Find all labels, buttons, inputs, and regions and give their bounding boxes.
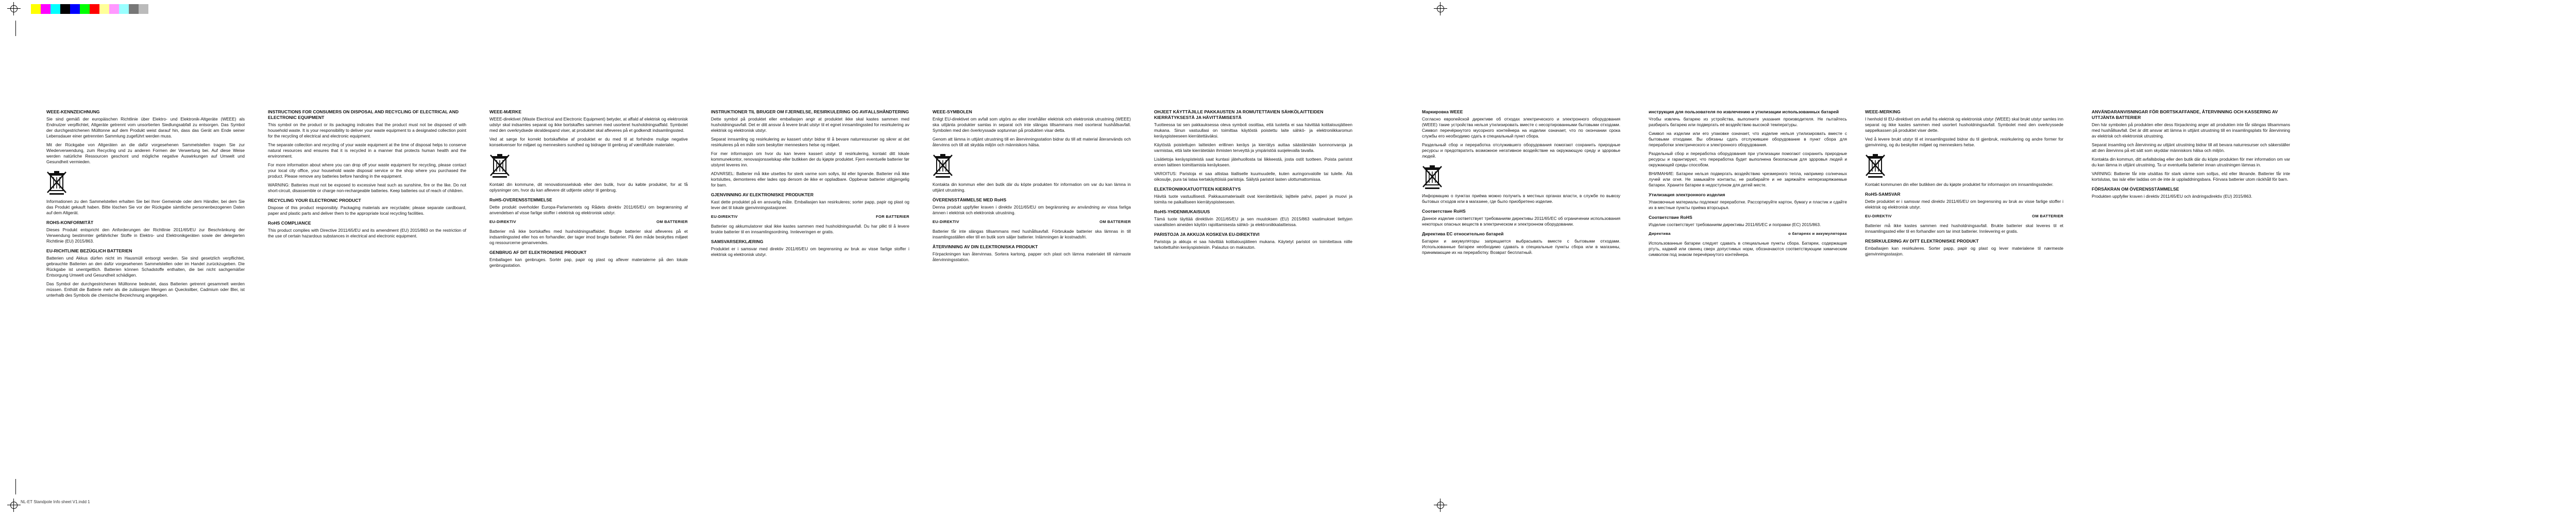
text-column-de: [268, 109, 466, 485]
directive-heading-left: EU-DIREKTIV: [711, 214, 738, 219]
section-heading: RECYCLING YOUR ELECTRONIC PRODUCT: [268, 198, 361, 203]
section-heading: ÖVERENSSTÄMMELSE MED RoHS: [933, 197, 1007, 202]
paragraph: ADVARSEL: Batterier må ikke utsettes for sterk varme som sollys, ild eller lignende. Batterier må ikke kortsluttes, demonteres eller lades opp dersom de ikke er oppladbare. Oppbevar batterier utilgjengelig for barn.: [711, 171, 909, 187]
paragraph: Genom att lämna in uttjänt utrustning till en återvinningsstation bidrar du till att material återanvänds och återvinns och till att skydda miljön och människors hälsa.: [933, 136, 1131, 147]
section-heading: RoHS-YHDENMUKAISUUS: [1154, 209, 1210, 214]
paragraph: ВНИМАНИЕ: Батареи нельзя подвергать воздействию чрезмерного тепла, например солнечных лучей или огня. Не замыкайте контакты, не разбирайте и не заряжайте неперезаряжаемые батареи. Храните батареи в недоступном для детей месте.: [1649, 171, 1847, 187]
paragraph: Lisätietoja keräyspisteistä saat kuntasi jätehuollosta tai liikkeestä, josta ostit tuotteen. Poista paristot ennen laitteen toimittamista keräykseen.: [1154, 157, 1352, 167]
paragraph: Ved å levere brukt utstyr til et innsamlingssted bidrar du til gjenbruk, resirkulering og andre former for gjenvinning, og du beskytter miljøet og menneskers helse.: [1865, 136, 2063, 147]
section-heading: WEEE-MERKING: [1865, 109, 1901, 114]
paragraph: VARNING: Batterier får inte utsättas för stark värme som solljus, eld eller liknande. Batterier får inte kortslutas, tas isär eller laddas om de inte är uppladdningsbara. Förvara batterier utom räckhåll för barn.: [2092, 171, 2290, 182]
section-heading: RoHS-OVERENSSTEMMELSE: [489, 197, 552, 202]
section-heading: Маркировка WEEE: [1422, 109, 1463, 114]
paragraph: Kontakt din kommune, dit renovationsselskab eller den butik, hvor du købte produktet, for at få oplysninger om, hvor du kan aflevere dit udtjente udstyr til genbrug.: [489, 182, 688, 193]
directive-heading-right: OM BATTERIER: [1099, 219, 1131, 224]
section-heading: инструкция для пользователя по извлечению и утилизации использованных батарей: [1649, 109, 1839, 114]
section-heading: INSTRUKTIONER TIL BRUGER OM FJERNELSE, RESIRKULERING OG AVFALLSHÅNDTERING: [711, 109, 909, 114]
paragraph: Использованные батареи следует сдавать в специальные пункты сбора. Батареи, содержащие ртуть, кадмий или свинец сверх допустимых норм, обозначаются соответствующим химическим символом под знаком перечёркнутого контейнера.: [1649, 241, 1847, 257]
section-heading: ROHS-KONFORMITÄT: [46, 220, 94, 225]
section-heading: ELEKTRONIIKKATUOTTEEN KIERRÄTYS: [1154, 186, 1241, 192]
paragraph: Enligt EU-direktivet om avfall som utgörs av eller innehåller elektrisk och elektronisk utrustning (WEEE) ska uttjänta produkter samlas in separat och inte slängas tillsammans med osorterat hushållsavfall. Symbolen med den överkryssade soptunnan på produkten visar detta.: [933, 116, 1131, 133]
crossed-out-bin-icon: [489, 152, 510, 178]
section-heading: Утилизация электронного изделия: [1649, 192, 1725, 197]
paragraph: Упаковочные материалы подлежат переработке. Рассортируйте картон, бумагу и пластик и сдайте их в местные пункты приёма вторсырья.: [1649, 199, 1847, 210]
section-heading: RoHS-SAMSVAR: [1865, 192, 1901, 197]
paragraph: Käytöstä poistettujen laitteiden erillinen keräys ja kierrätys auttaa säästämään luonnonvaroja ja varmistaa, että laite kierrätetään ihmisten terveyttä ja ympäristöä suojelevalla tavalla.: [1154, 142, 1352, 153]
paragraph: Символ на изделии или его упаковке означает, что изделие нельзя утилизировать вместе с бытовыми отходами. Вы обязаны сдать отслужившее оборудование в пункт сбора для переработки электрического и электронного оборудования.: [1649, 131, 1847, 147]
paragraph: Batterier og akkumulatorer skal ikke kastes sammen med husholdningsavfall. Du har plikt til å levere brukte batterier til en innsamlingsordning. Innleveringen er gratis.: [711, 224, 909, 234]
paragraph: Hävitä tuote vastuullisesti. Pakkausmateriaalit ovat kierrätettäviä; lajittele pahvi, paperi ja muovi ja toimita ne paikalliseen kierrätyspisteeseen.: [1154, 194, 1352, 204]
paragraph: Emballagen kan genbruges. Sortér pap, papir og plast og aflever materialerne på den lokale genbrugsstation.: [489, 257, 688, 268]
section-heading: PARISTOJA JA AKKUJA KOSKEVA EU-DIREKTIIVI: [1154, 232, 1260, 237]
directive-heading-left: EU-DIREKTIV: [489, 219, 516, 224]
section-heading: Директива ЕС относительно батарей: [1422, 231, 1504, 236]
registration-mark-bottom-left: [7, 499, 21, 512]
section-heading: Соответствие RoHS: [1649, 215, 1692, 220]
paragraph: I henhold til EU-direktivet om avfall fra elektrisk og elektronisk utstyr (WEEE) skal brukt utstyr samles inn separat og ikke kastes sammen med usortert husholdningsavfall. Symbolet med den overkryssede søppelkassen på produktet viser dette.: [1865, 116, 2063, 133]
paragraph: Изделие соответствует требованиям директивы 2011/65/ЕС и поправки (ЕС) 2015/863.: [1649, 222, 1821, 227]
paragraph: Kontakta din kommun eller den butik där du köpte produkten för information om var du kan lämna in uttjänt utrustning.: [933, 182, 1131, 193]
paragraph: Dette produkt overholder Europa-Parlamentets og Rådets direktiv 2011/65/EU om begrænsning af anvendelsen af visse farlige stoffer i elektrisk og elektronisk udstyr.: [489, 204, 688, 215]
paragraph: Das Symbol der durchgestrichenen Mülltonne bedeutet, dass Batterien getrennt gesammelt werden müssen. Enthält die Batterie mehr als die zulässigen Mengen an Quecksilber, Cadmium oder Blei, ist unterhalb des Symbols die chemische Bezeichnung angegeben.: [46, 281, 245, 298]
directive-heading-right: OM BATTERIER: [2032, 214, 2063, 218]
paragraph: Batterier får inte slängas tillsammans med hushållsavfall. Förbrukade batterier ska lämnas in till insamlingsställen eller till en butik som säljer batterier. Inlämningen är kostnadsfri.: [933, 229, 1131, 239]
paragraph: Produktet er i samsvar med direktiv 2011/65/EU om begrensning av bruk av visse farlige stoffer i elektrisk og elektronisk utstyr.: [711, 246, 909, 257]
section-heading: OHJEET KÄYTTÄJILLE PAKKAUSTEN JA ROMUTETTAVIEN SÄHKÖLAITTEIDEN KIERRÄTYKSESTÄ JA HÄVITTÄMISESTÄ: [1154, 109, 1324, 120]
paragraph: Dette produktet er i samsvar med direktiv 2011/65/EU om begrensning av bruk av visse farlige stoffer i elektrisk og elektronisk utstyr.: [1865, 199, 2063, 210]
section-heading: WEEE-MÆRKE: [489, 109, 522, 114]
section-heading: RoHS COMPLIANCE: [268, 220, 311, 226]
paragraph: Данное изделие соответствует требованиям директивы 2011/65/ЕС об ограничении использования некоторых опасных веществ в электрическом и электронном оборудовании.: [1422, 216, 1620, 227]
section-heading: GJENVINNING AV ELEKTRONISKE PRODUKTER: [711, 192, 814, 197]
paragraph: Dieses Produkt entspricht den Anforderungen der Richtlinie 2011/65/EU zur Beschränkung der Verwendung bestimmter gefährlicher Stoffe in Elektro- und Elektronikgeräten sowie der delegierten Richtlinie (EU) 2015/863.: [46, 227, 245, 244]
registration-mark-top-center: [1434, 2, 1447, 15]
paragraph: Informationen zu den Sammelstellen erhalten Sie bei Ihrer Gemeinde oder dem Händler, bei dem Sie das Produkt gekauft haben. Bitte löschen Sie vor der Rückgabe sämtliche personenbezogenen Daten auf dem Altgerät.: [46, 199, 245, 215]
paragraph: Tämä tuote täyttää direktiivin 2011/65/EU ja sen muutoksen (EU) 2015/863 vaatimukset tiettyjen vaarallisten aineiden käytön rajoittamisesta sähkö- ja elektroniikkalaitteissa.: [1154, 216, 1352, 227]
directive-heading-left: EU-DIREKTIV: [933, 219, 959, 224]
paragraph: This symbol on the product or its packaging indicates that the product must not be disposed of with household waste. It is your responsibility to deliver your waste equipment to a designated collection point for the recycling of electrical and electronic equipment.: [268, 122, 466, 139]
paragraph: WEEE-direktivet (Waste Electrical and Electronic Equipment) betyder, at affald af elektrisk og elektronisk udstyr skal indsamles separat og ikke bortskaffes sammen med usorteret husholdningsaffald. Symbolet med den overkrydsede skraldespand viser, at produktet skal afleveres på et godkendt indsamlingssted.: [489, 116, 688, 133]
text-column-en: [46, 109, 245, 485]
text-column-ru2: [1649, 109, 1847, 485]
paragraph: Чтобы извлечь батарею из устройства, выполните указания производителя. Не пытайтесь разбирать батарею или подвергать её воздействию высокой температуры.: [1649, 116, 1847, 127]
directive-heading: [1649, 231, 1847, 236]
section-heading: GENBRUG AF DIT ELEKTRONISKE PRODUKT: [489, 250, 587, 255]
crop-mark: [15, 21, 16, 36]
registration-mark-bottom-center: [1434, 499, 1447, 512]
paragraph: Информацию о пунктах приёма можно получить в местных органах власти, в службе по вывозу бытовых отходов или в магазине, где было приобретено изделие.: [1422, 193, 1620, 204]
section-heading: WEEE-KENNZEICHNUNG: [46, 109, 100, 114]
paragraph: Mit der Rückgabe von Altgeräten an die dafür vorgesehenen Sammelstellen tragen Sie zur Wiederverwendung, zum Recycling und zu anderen Formen der Verwertung bei. Auf diese Weise werden natürliche Ressourcen geschont und mögliche negative Auswirkungen auf Umwelt und Gesundheit vermieden.: [46, 142, 245, 164]
paragraph: For more information about where you can drop off your waste equipment for recycling, please contact your local city office, your household waste disposal service or the shop where you purchased the product. Please remove any batteries before handing in the equipment.: [268, 162, 466, 179]
paragraph: Denna produkt uppfyller kraven i direktiv 2011/65/EU om begränsning av användning av vissa farliga ämnen i elektrisk och elektronisk utrustning.: [933, 204, 1131, 215]
crop-mark: [15, 479, 16, 494]
paragraph: Раздельный сбор и переработка оборудования при утилизации помогают сохранить природные ресурсы и гарантируют, что переработка будет выполнена безопасным для здоровья людей и окружающей среды способом.: [1649, 151, 1847, 167]
directive-heading-left: EU-DIREKTIV: [1865, 214, 1892, 218]
directive-heading-left: Директива: [1649, 231, 1671, 236]
paragraph: Batterier må ikke bortskaffes med husholdningsaffaldet. Brugte batterier skal afleveres på et indsamlingssted eller hos en forhandler, der tager imod brugte batterier. På den måde beskyttes miljøet og ressourcerne genanvendes.: [489, 229, 688, 245]
text-column-sv2: [1154, 109, 1352, 485]
section-heading: RESIRKULERING AV DITT ELEKTRONISKE PRODUKT: [1865, 238, 1979, 244]
paragraph: Ved at sørge for korrekt bortskaffelse af produktet er du med til at forhindre mulige negative konsekvenser for miljøet og menneskers sundhed og bidrager til genbrug af værdifulde materialer.: [489, 136, 688, 147]
text-column-da: [489, 109, 688, 485]
paragraph: The separate collection and recycling of your waste equipment at the time of disposal helps to conserve natural resources and ensures that it is recycled in a manner that protects human health and the environment.: [268, 142, 466, 159]
paragraph: Sie sind gemäß der europäischen Richtlinie über Elektro- und Elektronik-Altgeräte (WEEE) als Endnutzer verpflichtet, Altgeräte getrennt vom unsortierten Siedlungsabfall zu entsorgen. Das Symbol der durchgestrichenen Mülltonne auf dem Produkt weist darauf hin, dass das Gerät am Ende seiner Lebensdauer einer getrennten Sammlung zugeführt werden muss.: [46, 116, 245, 139]
paragraph: Batterier må ikke kastes sammen med husholdningsavfall. Brukte batterier skal leveres til et innsamlingssted eller til en forhandler som tar imot batterier. Innlevering er gratis.: [1865, 223, 2063, 234]
directive-heading-right: FOR BATTERIER: [876, 214, 909, 219]
paragraph: Раздельный сбор и переработка отслужившего оборудования помогают сохранить природные ресурсы и предотвратить возможное негативное воздействие на окружающую среду и здоровье людей.: [1422, 142, 1620, 159]
text-column-da2: [711, 109, 909, 485]
print-slug-left: NL-ET Standpole Info sheet V1.indd 1: [21, 500, 90, 504]
text-column-ru: [1422, 109, 1620, 485]
section-heading: Соответствие RoHS: [1422, 209, 1466, 214]
paragraph: Paristoja ja akkuja ei saa hävittää kotitalousjätteen mukana. Käytetyt paristot on toimitettava niille tarkoitettuihin keräyspisteisiin. Palautus on maksuton.: [1154, 239, 1352, 250]
paragraph: Dette symbol på produktet eller emballasjen angir at produktet ikke skal kastes sammen med husholdningsavfall. Det er ditt ansvar å levere brukt utstyr til et egnet innsamlingssted for resirkulering av elektrisk og elektronisk utstyr.: [711, 116, 909, 133]
directive-heading: [933, 219, 1131, 225]
paragraph: Dispose of this product responsibly. Packaging materials are recyclable; please separate cardboard, paper and plastic parts and deliver them to the appropriate local recycling facilities.: [268, 205, 466, 216]
paragraph: Kontakt kommunen din eller butikken der du kjøpte produktet for informasjon om innsamlingssteder.: [1865, 182, 2054, 187]
paragraph: Produkten uppfyller kraven i direktiv 2011/65/EU och ändringsdirektiv (EU) 2015/863.: [2092, 194, 2252, 199]
section-heading: EU-RICHTLINIE BEZÜGLICH BATTERIEN: [46, 248, 132, 253]
paragraph: Tuotteessa tai sen pakkauksessa oleva symboli osoittaa, että tuotetta ei saa hävittää kotitalousjätteen mukana. Sinun vastuullasi on toimittaa käytöstä poistettu laite sähkö- ja elektroniikkaromun keräyspisteeseen kierrätettäväksi.: [1154, 122, 1352, 139]
directive-heading-right: OM BATTERIER: [656, 219, 688, 224]
section-heading: FÖRSÄKRAN OM ÖVERENSSTÄMMELSE: [2092, 186, 2179, 192]
paragraph: VAROITUS: Paristoja ei saa altistaa liialliselle kuumuudelle, kuten auringonvalolle tai tulelle. Älä oikosulje, pura tai lataa kertakäyttöisiä paristoja. Säilytä paristot lasten ulottumattomissa.: [1154, 171, 1352, 182]
section-heading: INSTRUCTIONS FOR CONSUMERS ON DISPOSAL AND RECYCLING OF ELECTRICAL AND ELECTRONIC EQUIPMENT: [268, 109, 459, 120]
paragraph: Согласно европейской директиве об отходах электрического и электронного оборудования (WEEE) такие устройства нельзя утилизировать вместе с несортированными бытовыми отходами. Символ перечёркнутого мусорного контейнера на изделии означает, что по окончании срока службы его необходимо сдать в специальный пункт сбора.: [1422, 116, 1620, 139]
directive-heading: [1865, 213, 2063, 219]
paragraph: Kontakta din kommun, ditt avfallsbolag eller den butik där du köpte produkten för mer information om var du kan lämna in uttjänt utrustning. Ta ur eventuella batterier innan utrustningen lämnas in.: [2092, 157, 2290, 167]
directive-heading: [489, 219, 688, 225]
paragraph: Batterien und Akkus dürfen nicht im Hausmüll entsorgt werden. Sie sind gesetzlich verpflichtet, gebrauchte Batterien an den dafür vorgesehenen Sammelstellen oder im Handel zurückzugeben. Die Rückgabe ist unentgeltlich. Batterien können Schadstoffe enthalten, die bei nicht sachgemäßer Entsorgung Umwelt und Gesundheit schädigen.: [46, 255, 245, 278]
paragraph: Батареи и аккумуляторы запрещается выбрасывать вместе с бытовыми отходами. Использованные батареи необходимо сдавать в специальные пункты сбора или в магазины, принимающие их на переработку. Возврат бесплатный.: [1422, 238, 1620, 255]
paragraph: This product complies with Directive 2011/65/EU and its amendment (EU) 2015/863 on the restriction of the use of certain hazardous substances in electrical and electronic equipment.: [268, 228, 466, 238]
paragraph: Emballasjen kan resirkuleres. Sorter papp, papir og plast og lever materialene til nærmeste gjenvinningsstasjon.: [1865, 246, 2063, 256]
section-heading: SAMSVARSERKLÆRING: [711, 239, 764, 244]
directive-heading-right: о батареях и аккумуляторах: [1788, 231, 1847, 236]
crossed-out-bin-icon: [933, 152, 953, 178]
section-heading: ÅTERVINNING AV DIN ELEKTRONISKA PRODUKT: [933, 244, 1038, 249]
paragraph: Den här symbolen på produkten eller dess förpackning anger att produkten inte får slängas tillsammans med hushållsavfall. Det är ditt ansvar att lämna in uttjänt utrustning till en insamlingsplats för återvinning av elektrisk och elektronisk utrustning.: [2092, 122, 2290, 139]
paragraph: Separat innsamling og resirkulering av kassert utstyr bidrar til å bevare naturressurser og sikrer at det resirkuleres på en måte som beskytter menneskers helse og miljøet.: [711, 136, 909, 147]
paragraph: Separat insamling och återvinning av uttjänt utrustning bidrar till att bevara naturresurser och säkerställer att den återvinns på ett sätt som skyddar människors hälsa och miljön.: [2092, 142, 2290, 153]
crossed-out-bin-icon: [46, 169, 67, 195]
paragraph: Kast dette produktet på en ansvarlig måte. Emballasjen kan resirkuleres; sorter papp, papir og plast og lever det til lokale gjenvinningsstasjoner.: [711, 199, 909, 210]
text-column-sv3: [2092, 109, 2290, 485]
section-heading: ANVÄNDARANVISNINGAR FÖR BORTSKAFFANDE, ÅTERVINNING OCH KASSERING AV UTTJÄNTA BATTERIER: [2092, 109, 2278, 120]
directive-heading: [711, 214, 909, 219]
paragraph: WARNING: Batteries must not be exposed to excessive heat such as sunshine, fire or the like. Do not short-circuit, disassemble or charge non-rechargeable batteries. Keep batteries out of reach of children.: [268, 182, 466, 193]
text-column-sv: [933, 109, 1131, 485]
section-heading: WEEE-SYMBOLEN: [933, 109, 972, 114]
paragraph: Förpackningen kan återvinnas. Sortera kartong, papper och plast och lämna materialet till närmaste återvinningsstation.: [933, 251, 1131, 262]
crossed-out-bin-icon: [1865, 152, 1886, 178]
registration-mark-top-left: [7, 2, 21, 15]
color-bar-left: [31, 4, 148, 14]
crossed-out-bin-icon: [1422, 163, 1443, 189]
paragraph: For mer informasjon om hvor du kan levere kassert utstyr til resirkulering, kontakt ditt lokale kommunekontor, renovasjonsselskap eller butikken der du kjøpte produktet. Fjern eventuelle batterier før utstyret leveres inn.: [711, 151, 909, 167]
text-column-no: [1865, 109, 2063, 485]
